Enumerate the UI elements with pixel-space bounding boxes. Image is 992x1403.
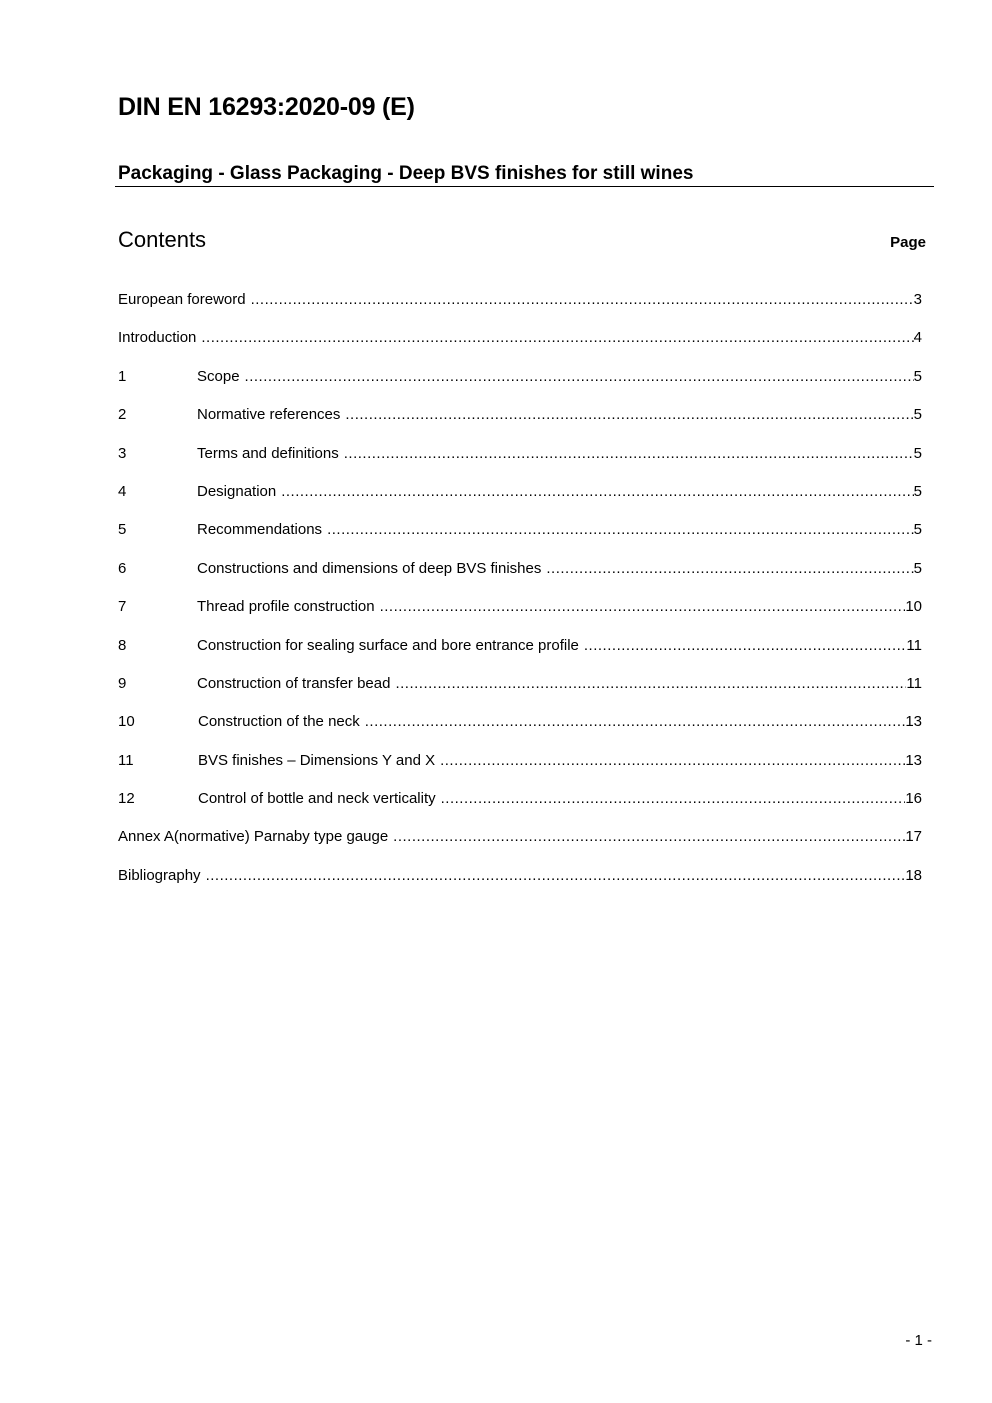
toc-entry-sealing-surface-construction[interactable]: [118, 637, 922, 675]
toc-entry-label: Normative references: [197, 406, 341, 424]
toc-leader-dots: [251, 291, 914, 308]
toc-entry-page: 5: [913, 482, 922, 500]
toc-leader-dots: [201, 329, 913, 346]
toc-entry-page: 5: [913, 444, 922, 462]
toc-entry-transfer-bead-construction[interactable]: [118, 675, 922, 713]
toc-entry-terms-and-definitions[interactable]: [118, 445, 922, 483]
toc-leader-dots: [344, 445, 914, 462]
toc-entry-page: 13: [905, 751, 922, 769]
toc-entry-annex-a[interactable]: [118, 828, 922, 866]
toc-entry-constructions-and-dimensions[interactable]: [118, 560, 922, 598]
toc-entry-label: Construction for sealing surface and bore entrance profile: [197, 636, 579, 654]
toc-entry-label: Recommendations: [197, 521, 323, 539]
toc-entry-number: 4: [118, 482, 127, 500]
toc-leader-dots: [584, 637, 907, 654]
toc-entry-neck-construction[interactable]: [118, 713, 922, 751]
toc-entry-label: Construction of the neck: [198, 713, 360, 731]
toc-entry-page: 10: [905, 598, 922, 616]
toc-entry-number: 2: [118, 406, 127, 424]
toc-entry-page: 11: [906, 636, 922, 654]
toc-entry-page: 5: [913, 521, 922, 539]
toc-entry-introduction[interactable]: [118, 329, 922, 367]
toc-entry-page: 5: [913, 406, 922, 424]
toc-entry-page: 16: [905, 790, 922, 808]
toc-leader-dots: [441, 790, 906, 807]
toc-entry-thread-profile-construction[interactable]: [118, 598, 922, 636]
toc-leader-dots: [206, 867, 906, 884]
toc-entry-label: Construction of transfer bead: [197, 674, 391, 692]
toc-entry-number: 1: [118, 367, 127, 385]
toc-entry-page: 4: [913, 329, 922, 347]
toc-entry-number: 3: [118, 444, 127, 462]
toc-entry-page: 18: [905, 866, 922, 884]
toc-entry-designation[interactable]: [118, 483, 922, 521]
toc-entry-page: 5: [913, 559, 922, 577]
toc-leader-dots: [327, 521, 914, 538]
toc-entry-label: Annex A(normative) Parnaby type gauge: [118, 828, 389, 846]
toc-entry-page: 13: [905, 713, 922, 731]
toc-entry-label: Thread profile construction: [197, 598, 375, 616]
toc-entry-label: European foreword: [118, 291, 246, 308]
contents-heading: Contents: [118, 227, 207, 252]
toc-entry-number: 12: [118, 790, 135, 808]
toc-leader-dots: [365, 713, 906, 730]
toc-entry-number: 8: [118, 636, 127, 654]
toc-entry-label: Constructions and dimensions of deep BVS finishes: [197, 559, 542, 577]
toc-entry-page: 17: [905, 828, 922, 846]
toc-entry-number: 5: [118, 521, 127, 539]
toc-leader-dots: [281, 483, 913, 500]
table-of-contents: [118, 291, 922, 905]
toc-entry-bvs-finishes-dimensions[interactable]: [118, 752, 922, 790]
page-number: - 1 -: [905, 1332, 932, 1349]
toc-entry-label: BVS finishes – Dimensions Y and X: [198, 751, 436, 769]
toc-entry-bibliography[interactable]: [118, 867, 922, 905]
subtitle-divider: [115, 186, 934, 187]
document-title: DIN EN 16293:2020-09 (E): [118, 93, 415, 121]
toc-entry-label: Introduction: [118, 329, 197, 347]
toc-leader-dots: [395, 675, 906, 692]
toc-entry-label: Control of bottle and neck verticality: [198, 790, 436, 808]
toc-entry-number: 11: [118, 751, 134, 769]
toc-entry-label: Designation: [197, 482, 277, 500]
toc-entry-page: 5: [913, 367, 922, 385]
page-column-heading: Page: [890, 234, 926, 251]
toc-entry-european-foreword[interactable]: [118, 291, 922, 329]
toc-entry-number: 10: [118, 713, 135, 731]
toc-entry-label: Bibliography: [118, 866, 201, 884]
toc-leader-dots: [393, 828, 905, 845]
toc-entry-normative-references[interactable]: [118, 406, 922, 444]
toc-leader-dots: [440, 752, 905, 769]
toc-leader-dots: [245, 368, 914, 385]
toc-entry-scope[interactable]: [118, 368, 922, 406]
toc-entry-number: 7: [118, 598, 127, 616]
toc-entry-label: Scope: [197, 367, 240, 385]
toc-leader-dots: [546, 560, 913, 577]
toc-entry-label: Terms and definitions: [197, 444, 339, 462]
toc-entry-page: 3: [913, 291, 922, 308]
toc-leader-dots: [345, 406, 913, 423]
document-subtitle: Packaging - Glass Packaging - Deep BVS finishes for still wines: [118, 163, 694, 184]
toc-entry-number: 6: [118, 559, 127, 577]
toc-leader-dots: [380, 598, 906, 615]
toc-entry-verticality-control[interactable]: [118, 790, 922, 828]
toc-entry-number: 9: [118, 674, 127, 692]
toc-entry-page: 11: [906, 674, 922, 692]
toc-entry-recommendations[interactable]: [118, 521, 922, 559]
